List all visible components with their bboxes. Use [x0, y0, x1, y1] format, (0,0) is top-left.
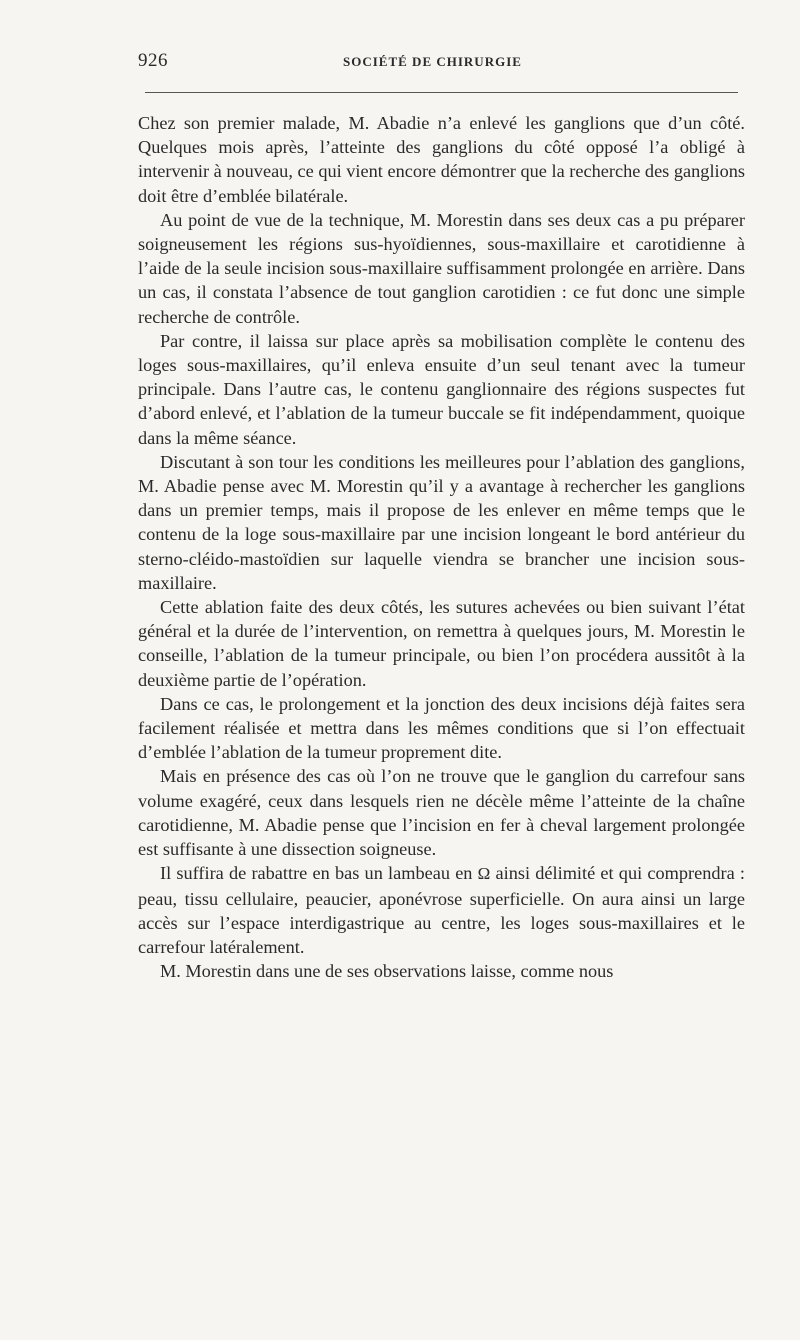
last-line: M. Morestin dans une de ses observations laisse, comme nous: [160, 961, 614, 982]
omega-symbol: Ω: [477, 864, 491, 884]
paragraph-8-start: Il suffira de rabattre en bas un lambeau en: [160, 863, 478, 884]
page-number: 926: [138, 50, 168, 71]
header-rule: [145, 92, 738, 93]
paragraph-8: [138, 861, 745, 959]
body-text: [138, 111, 745, 983]
paragraph-1: Chez son premier malade, M. Abadie n’a enlevé les ganglions que d’un côté. Quelques mois après, l’atteinte des ganglions du côté opposé l’a obligé à intervenir à nouveau, ce qui vient encore démontrer que la recherche des ganglions doit être d’emblée bilatérale.: [138, 113, 745, 206]
paragraph-8-end: ainsi délimité et qui comprendra : peau, tissu cellulaire, peaucier, aponévrose superficielle. On aura ainsi un large accès sur l’espace interdigastrique au centre, les loges sous-maxillaires et le carrefour latéralement.: [138, 863, 745, 957]
paragraph-2: Au point de vue de la technique, M. Morestin dans ses deux cas a pu préparer soigneusement les régions sus-hyoïdiennes, sous-maxillaire et carotidienne à l’aide de la seule incision sous-maxillaire suffisamment prolongée en arrière. Dans un cas, il constata l’absence de tout ganglion carotidien : ce fut donc une simple recherche de contrôle.: [138, 209, 745, 327]
running-title: SOCIÉTÉ DE CHIRURGIE: [343, 54, 522, 69]
paragraph-5: Cette ablation faite des deux côtés, les sutures achevées ou bien suivant l’état général et la durée de l’intervention, on remettra à quelques jours, M. Morestin le conseille, l’ablation de la tumeur principale, ou bien l’on procédera aussitôt à la deuxième partie de l’opération.: [138, 597, 745, 690]
paragraph-3: Par contre, il laissa sur place après sa mobilisation complète le contenu des loges sous-maxillaires, qu’il enleva ensuite d’un seul tenant avec la tumeur principale. Dans l’autre cas, le contenu ganglionnaire des régions suspectes fut d’abord enlevé, et l’ablation de la tumeur buccale se fit indépendamment, quoique dans la même séance.: [138, 330, 745, 448]
running-head: [138, 50, 748, 74]
paragraph-6: Dans ce cas, le prolongement et la jonction des deux incisions déjà faites sera facilement réalisée et mettra dans les mêmes conditions que si l’on effectuait d’emblée l’ablation de la tumeur proprement dite.: [138, 693, 745, 763]
paragraph-7: Mais en présence des cas où l’on ne trouve que le ganglion du carrefour sans volume exagéré, ceux dans lesquels rien ne décèle même l’atteinte de la chaîne carotidienne, M. Abadie pense que l’incision en fer à cheval largement prolongée est suffisante à une dissection soigneuse.: [138, 766, 745, 860]
paragraph-4: Discutant à son tour les conditions les meilleures pour l’ablation des ganglions, M. Abadie pense avec M. Morestin qu’il y a avantage à rechercher les ganglions dans un premier temps, mais il propose de les enlever en même temps que le contenu de la loge sous-maxillaire par une incision longeant le bord antérieur du sterno-cléido-mastoïdien sur laquelle viendra se brancher une incision sous-maxillaire.: [138, 451, 745, 593]
